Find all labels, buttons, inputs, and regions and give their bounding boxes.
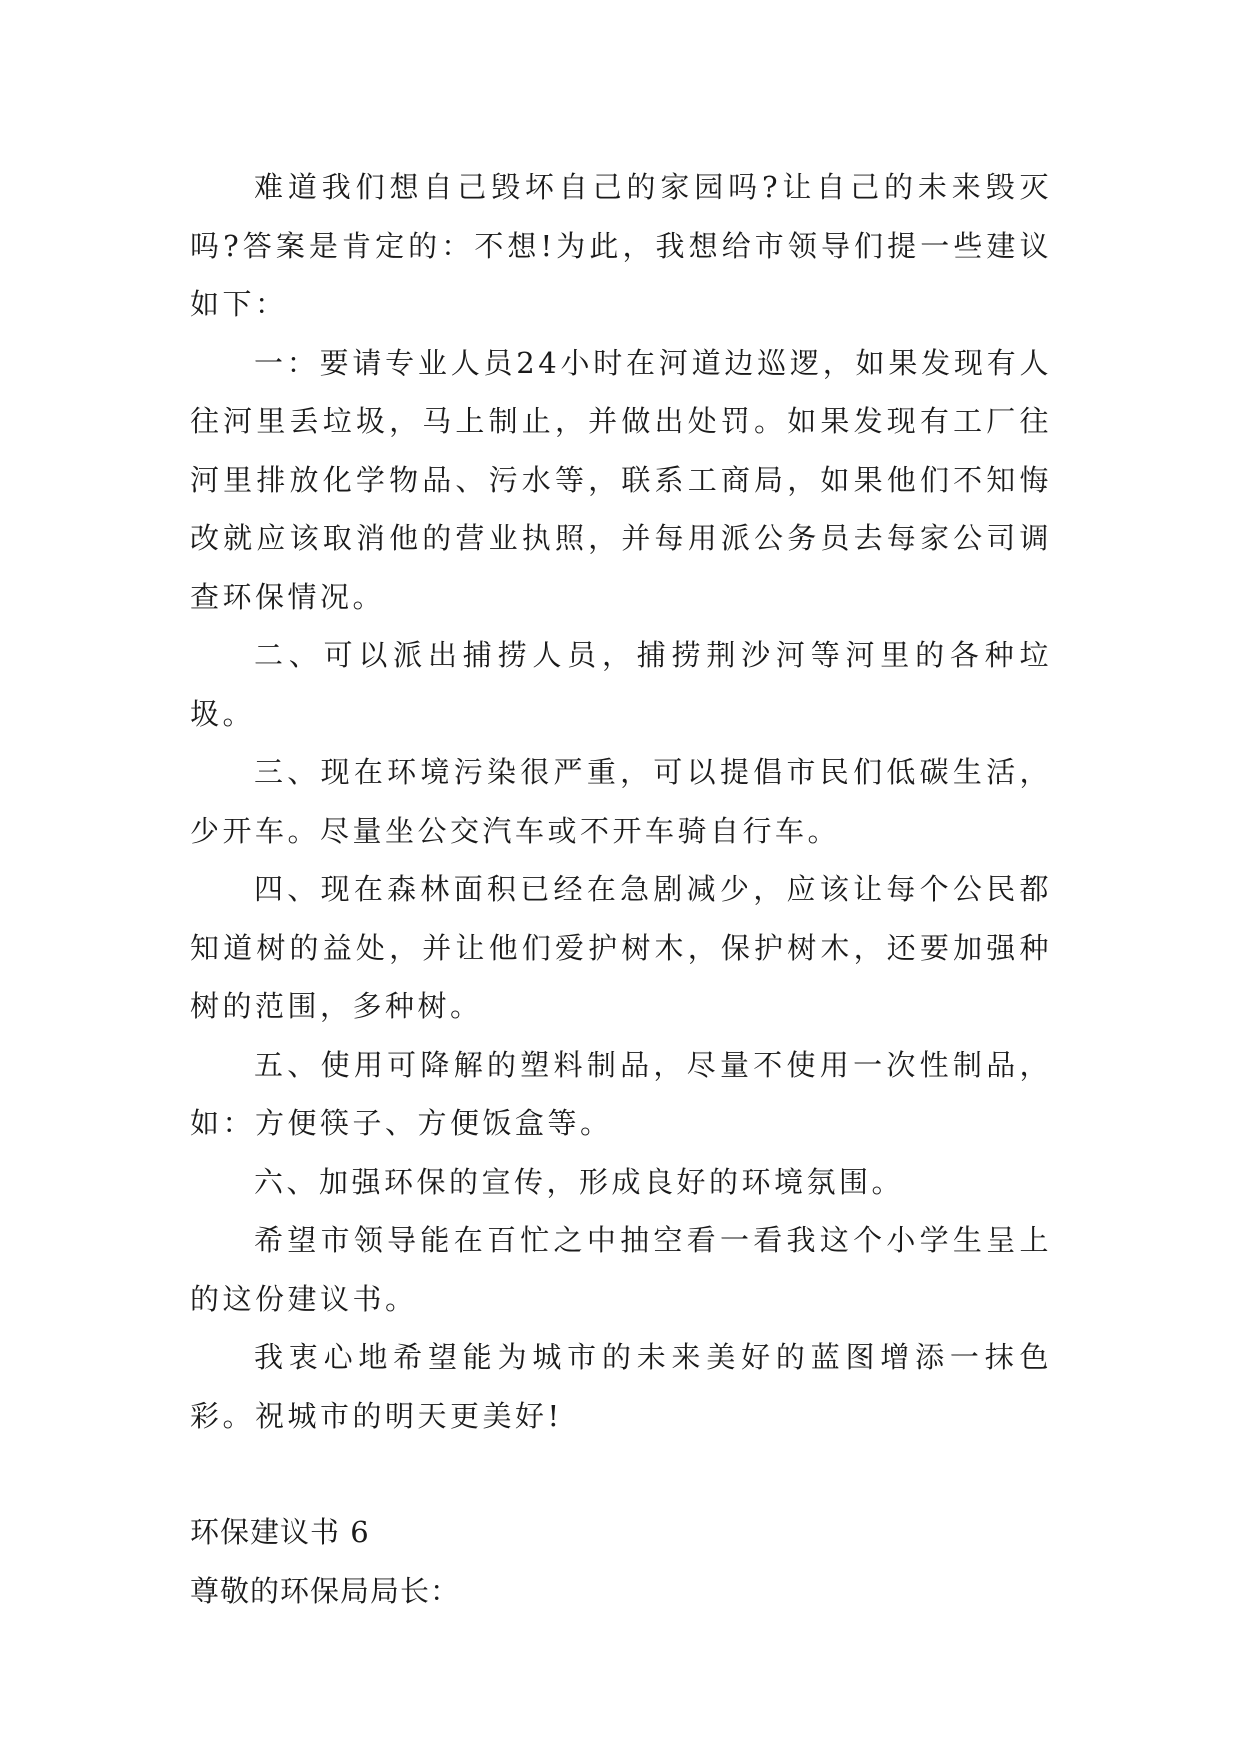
section-gap — [190, 1445, 1052, 1503]
paragraph-suggestion-6: 六、加强环保的宣传，形成良好的环境氛围。 — [254, 1164, 905, 1199]
salutation: 尊敬的环保局局长： — [190, 1573, 461, 1608]
section-title: 环保建议书 6 — [190, 1515, 370, 1549]
paragraph-closing: 我衷心地希望能为城市的未来美好的蓝图增添一抹色彩。祝城市的明天更美好! — [190, 1340, 1052, 1433]
paragraph-suggestion-1: 一：要请专业人员24小时在河道边巡逻，如果发现有人往河里丢垃圾，马上制止，并做出处罚。如果发现有工厂往河里排放化学物品、污水等，联系工商局，如果他们不知悔改就应该取消他的营业执照，并每用派公务员去每家公司调查环保情况。 — [190, 345, 1052, 614]
paragraph-suggestion-4: 四、现在森林面积已经在急剧减少，应该让每个公民都知道树的益处，并让他们爱护树木，保护树木，还要加强种树的范围，多种树。 — [190, 872, 1052, 1023]
paragraph-intro: 难道我们想自己毁坏自己的家园吗?让自己的未来毁灭吗?答案是肯定的：不想!为此，我想给市领导们提一些建议如下： — [190, 170, 1052, 321]
paragraph-suggestion-5: 五、使用可降解的塑料制品，尽量不使用一次性制品，如：方便筷子、方便饭盒等。 — [190, 1047, 1052, 1140]
paragraph-suggestion-2: 二、可以派出捕捞人员，捕捞荆沙河等河里的各种垃圾。 — [190, 638, 1052, 731]
paragraph-suggestion-3: 三、现在环境污染很严重，可以提倡市民们低碳生活，少开车。尽量坐公交汽车或不开车骑自行车。 — [190, 755, 1052, 848]
paragraph-hope: 希望市领导能在百忙之中抽空看一看我这个小学生呈上的这份建议书。 — [190, 1223, 1052, 1316]
document-body — [190, 158, 1052, 1620]
